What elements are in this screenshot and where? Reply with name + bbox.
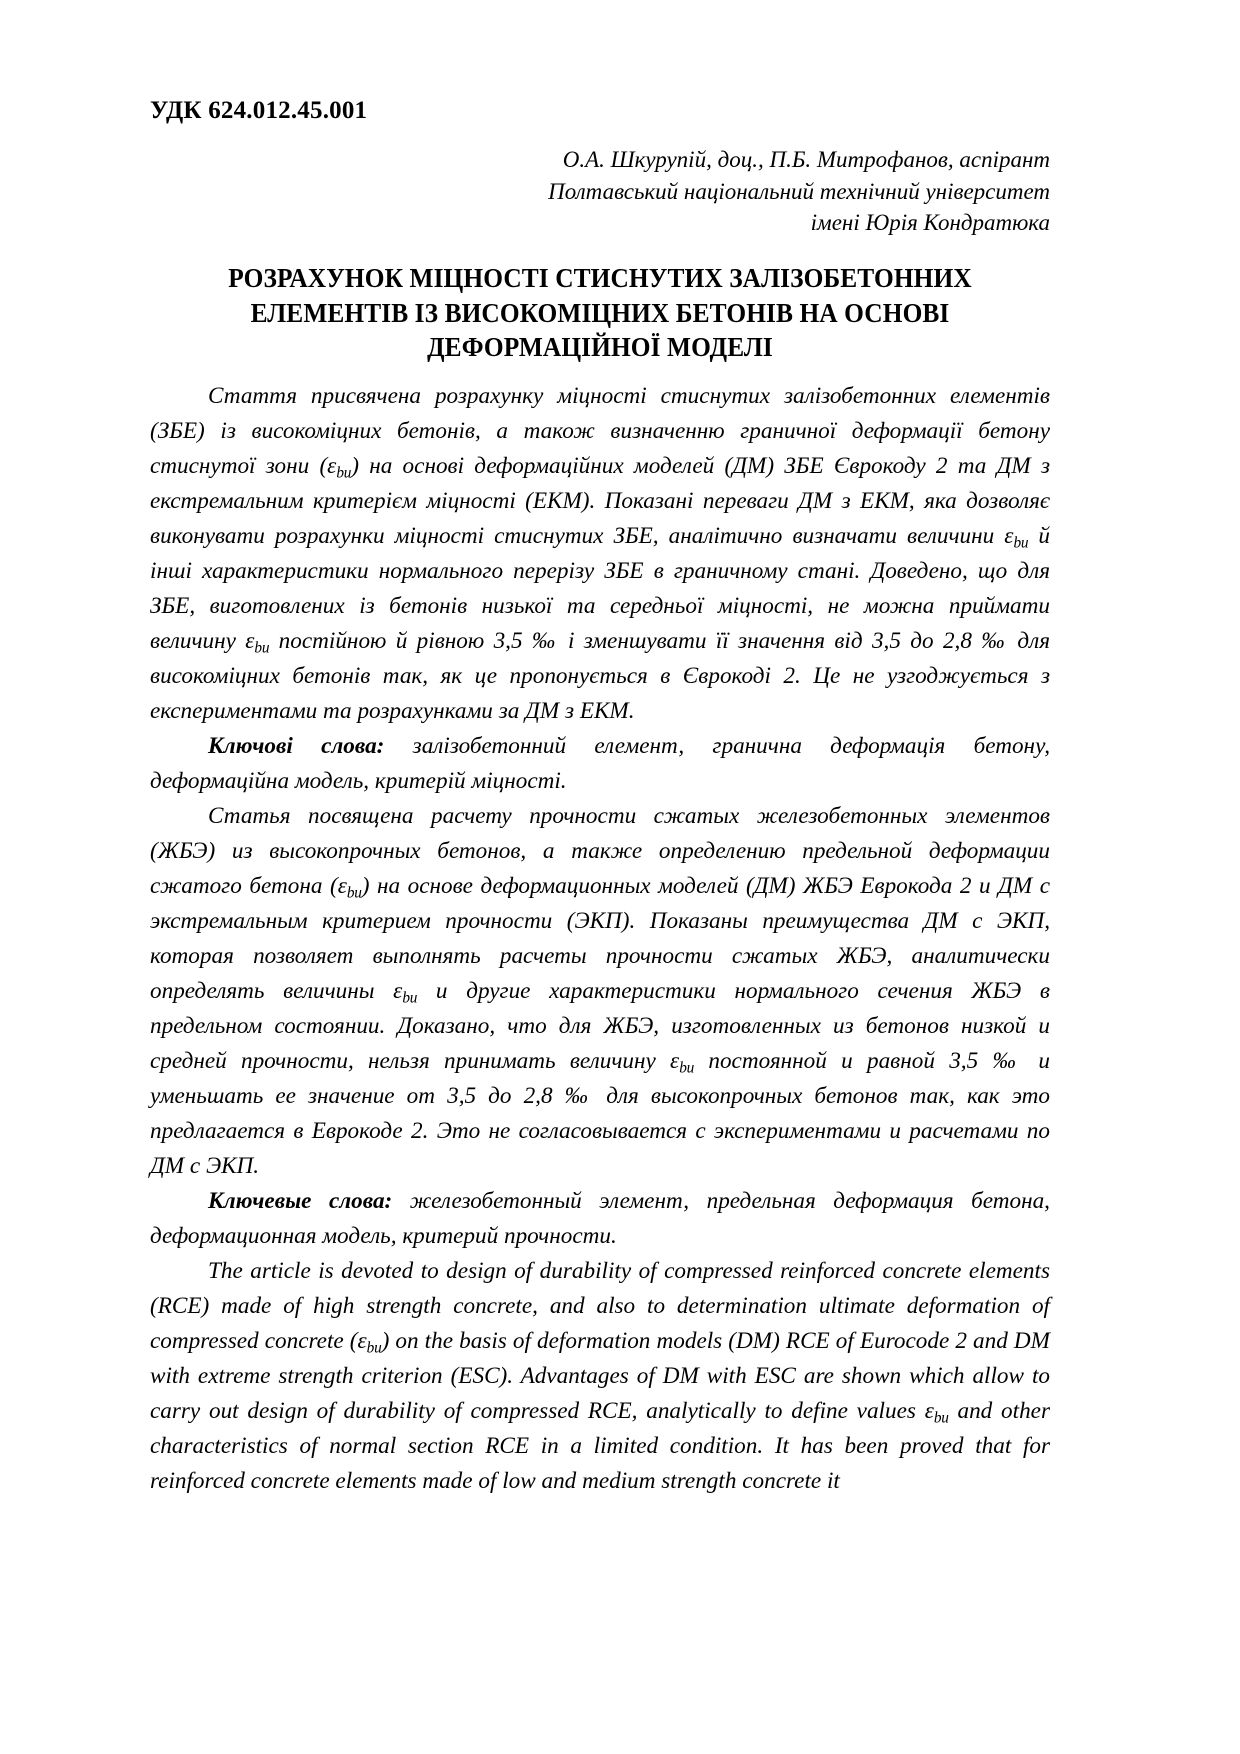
epsilon-subscript: bu [336, 463, 352, 481]
epsilon-bu-symbol [245, 628, 270, 657]
epsilon-glyph: ε [337, 872, 347, 899]
epsilon-bu-symbol [924, 1397, 949, 1427]
abstract-ru-text-4: постоянной и равной 3,5 ‰ и уменьшать ее значение от 3,5 до 2,8 ‰ для высокопрочных бетонов так, как это предлагается в Еврокоде 2. Это не согласовывается с экспериментами и расчетами по ДМ с ЭКП. [150, 1048, 1050, 1180]
epsilon-bu-symbol [357, 1327, 382, 1357]
epsilon-bu-symbol [327, 453, 351, 479]
keywords-uk-text: залізобетонний елемент, гранична деформація бетону, деформаційна модель, критерій міцності. [150, 733, 1050, 795]
epsilon-bu-symbol [1004, 522, 1029, 552]
epsilon-subscript: bu [1013, 534, 1029, 552]
epsilon-glyph: ε [357, 1327, 367, 1354]
epsilon-bu-symbol [670, 1048, 695, 1077]
epsilon-glyph: ε [393, 977, 403, 1004]
epsilon-subscript: bu [679, 1059, 695, 1077]
epsilon-glyph: ε [327, 452, 337, 479]
epsilon-subscript: bu [254, 639, 270, 657]
keywords-uk-label: Ключові слова: [208, 733, 385, 760]
epsilon-glyph: ε [245, 628, 255, 654]
epsilon-glyph: ε [670, 1048, 680, 1075]
title-line-3: ДЕФОРМАЦІЙНОЇ МОДЕЛІ [427, 332, 773, 363]
authors-block [150, 144, 1050, 239]
abstract-uk-paragraph [150, 379, 1050, 729]
abstract-ru-text-3: и другие характеристики нормального сечения ЖБЭ в предельном состоянии. Доказано, что для ЖБЭ, изготовленных из бетонов низкой и средней прочности, нельзя принимать величину [150, 977, 1050, 1075]
affiliation-line-1: Полтавський національний технічний університет [548, 178, 1050, 204]
abstract-uk-text-1: Стаття присвячена розрахунку міцності стиснутих залізобетонних елементів (ЗБЕ) із високоміцних бетонів, а також визначенню граничної деформації бетону стиснутої зони ( [150, 382, 1050, 479]
epsilon-subscript: bu [366, 1339, 382, 1357]
abstract-en-text-1: The article is devoted to design of durability of compressed reinforced concrete elements (RCE) made of high strength concrete, and also to determination ultimate deformation of compressed concrete ( [150, 1257, 1050, 1354]
affiliation-line-2: імені Юрія Кондратюка [810, 210, 1050, 236]
abstract-uk-text-3: й інші характеристики нормального перерізу ЗБЕ в граничному стані. Доведено, що для ЗБЕ, виготовлених із бетонів низької та середньої міцності, не можна приймати величину [150, 522, 1050, 654]
abstract-ru-text-1: Статья посвящена расчету прочности сжатых железобетонных элементов (ЖБЭ) из высокопрочных бетонов, а также определению предельной деформации сжатого бетона ( [150, 802, 1050, 899]
udc-code: УДК 624.012.45.001 [150, 97, 368, 124]
abstract-ru-paragraph [150, 799, 1050, 1184]
title-line-1: РОЗРАХУНОК МІЦНОСТІ СТИСНУТИХ ЗАЛІЗОБЕТОННИХ [228, 263, 972, 294]
keywords-ukrainian [150, 729, 1050, 799]
abstract-uk-text-4: постійною й рівною 3,5 ‰ і зменшувати її значення від 3,5 до 2,8 ‰ для високоміцних бетонів так, як це пропонується в Єврокоді 2. Це не узгоджується з експериментами та розрахунками за ДМ з ЕКМ. [150, 628, 1050, 725]
epsilon-bu-symbol [393, 977, 418, 1007]
epsilon-glyph: ε [1004, 522, 1014, 549]
author-names: О.А. Шкурупій, доц., П.Б. Митрофанов, аспірант [562, 147, 1050, 172]
epsilon-subscript: bu [346, 884, 362, 902]
abstract-en-text-3: and other characteristics of normal section RCE in a limited condition. It has been proved that for reinforced concrete elements made of low and medium strength concrete it [150, 1397, 1050, 1495]
epsilon-glyph: ε [924, 1397, 934, 1424]
keywords-ru-text: железобетонный элемент, предельная деформация бетона, деформационная модель, критерий прочности. [150, 1188, 1050, 1250]
abstract-uk-text-2: ) на основі деформаційних моделей (ДМ) ЗБЕ Єврокоду 2 та ДМ з екстремальним критерієм міцності (ЕКМ). Показані переваги ДМ з ЕКМ, яка дозволяє виконувати розрахунки міцності стиснутих ЗБЕ, аналітично визначати величини [150, 452, 1050, 549]
epsilon-subscript: bu [402, 989, 418, 1007]
page-content [150, 96, 1050, 1499]
epsilon-bu-symbol [337, 872, 362, 902]
keywords-ru-label: Ключевые слова: [208, 1188, 393, 1215]
title-line-2: ЕЛЕМЕНТІВ ІЗ ВИСОКОМІЦНИХ БЕТОНІВ НА ОСНОВІ [250, 297, 950, 328]
keywords-russian [150, 1184, 1050, 1254]
abstract-en-text-2: ) on the basis of deformation models (DM) RCE of Eurocode 2 and DM with extreme strength criterion (ESC). Advantages of DM with ESC are shown which allow to carry out design of durability of compressed RCE, analytically to define values [150, 1327, 1050, 1424]
page-title [177, 261, 1023, 365]
abstract-russian [150, 799, 1050, 1254]
abstract-ukrainian [150, 379, 1050, 799]
abstract-ru-text-2: ) на основе деформационных моделей (ДМ) ЖБЭ Еврокода 2 и ДМ с экстремальным критерием прочности (ЭКП). Показаны преимущества ДМ с ЭКП, которая позволяет выполнять расчеты прочности сжатых ЖБЭ, аналитически определять величины [150, 872, 1050, 1004]
abstract-en-paragraph [150, 1254, 1050, 1499]
abstract-english [150, 1254, 1050, 1499]
epsilon-subscript: bu [933, 1409, 949, 1427]
